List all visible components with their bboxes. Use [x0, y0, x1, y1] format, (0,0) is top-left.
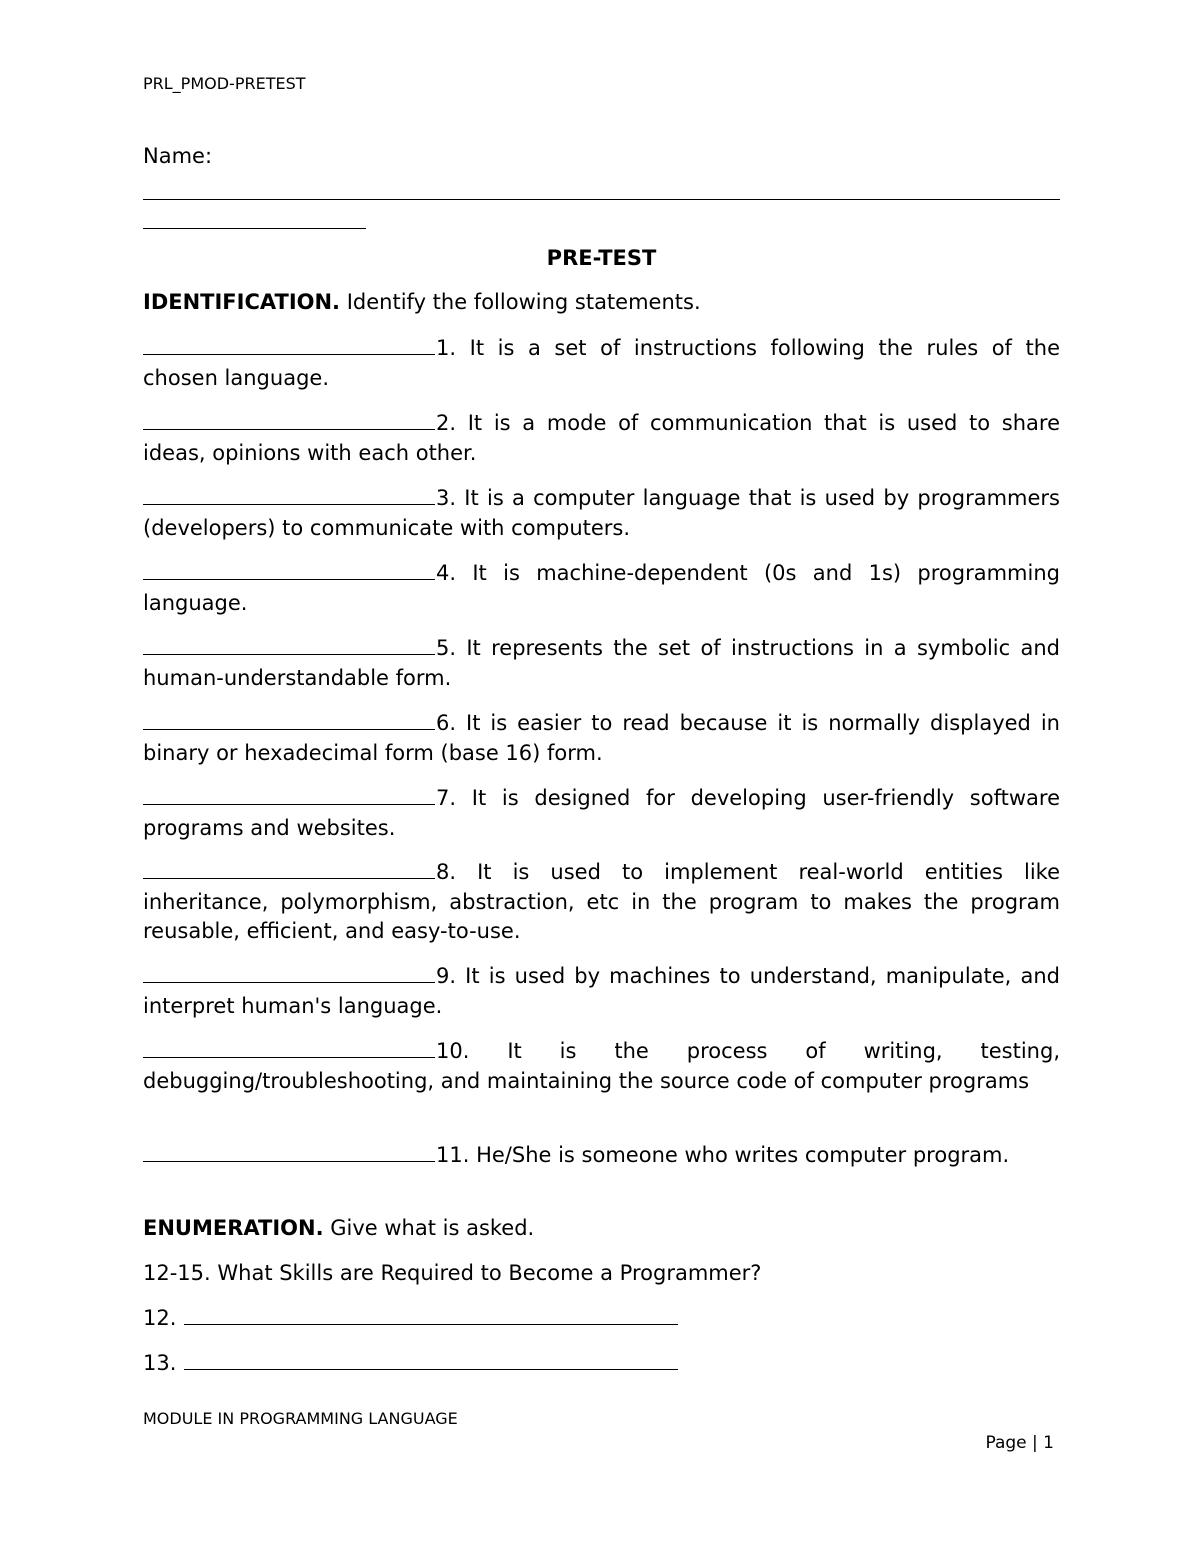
page-number: Page | 1: [985, 1433, 1054, 1453]
enumeration-answer-row: [143, 1306, 678, 1330]
document-header-code: PRL_PMOD-PRETEST: [143, 74, 306, 93]
question-item: [143, 709, 1060, 768]
enumeration-instruction: Give what is asked.: [323, 1216, 535, 1240]
identification-instruction: Identify the following statements.: [340, 290, 701, 314]
answer-blank[interactable]: [143, 486, 435, 505]
answer-blank[interactable]: [143, 411, 435, 430]
question-number: 1.: [436, 336, 457, 360]
identification-heading: [143, 290, 1060, 314]
question-number: 10.: [436, 1039, 470, 1063]
answer-number: 12.: [143, 1306, 177, 1330]
question-text: It is designed for developing user-friendly software programs and websites.: [143, 786, 1060, 840]
answer-blank[interactable]: [143, 636, 435, 655]
question-number: 2.: [436, 411, 457, 435]
question-text: It is easier to read because it is normally displayed in binary or hexadecimal form (base 16) form.: [143, 711, 1060, 765]
enumeration-answer-blank[interactable]: [184, 1306, 678, 1325]
question-number: 11.: [436, 1143, 470, 1167]
question-text: It is a computer language that is used by programmers (developers) to communicate with computers.: [143, 486, 1060, 540]
question-item: [143, 1037, 1060, 1096]
question-number: 3.: [436, 486, 457, 510]
question-text: It is used to implement real-world entities like inheritance, polymorphism, abstraction, etc in the program to makes the program reusable, efficient, and easy-to-use.: [143, 860, 1060, 943]
question-item: [143, 409, 1060, 468]
question-item: [143, 634, 1060, 693]
identification-label: IDENTIFICATION.: [143, 290, 341, 314]
question-item: [143, 962, 1060, 1021]
answer-blank[interactable]: [143, 860, 435, 879]
question-text: It is used by machines to understand, manipulate, and interpret human's language.: [143, 964, 1060, 1018]
question-number: 8.: [436, 860, 457, 884]
name-label: Name:: [143, 144, 213, 168]
question-number: 4.: [436, 561, 457, 585]
question-number: 9.: [436, 964, 457, 988]
enumeration-answer-row: [143, 1351, 678, 1375]
question-item: [143, 334, 1060, 393]
question-number: 5.: [436, 636, 457, 660]
question-number: 6.: [436, 711, 457, 735]
question-item: [143, 784, 1060, 843]
question-number: 7.: [436, 786, 457, 810]
answer-blank[interactable]: [143, 561, 435, 580]
enumeration-heading: [143, 1216, 1060, 1240]
answer-blank[interactable]: [143, 1039, 435, 1058]
page-title: PRE-TEST: [546, 246, 657, 270]
question-item: [143, 484, 1060, 543]
enumeration-answer-blank[interactable]: [184, 1351, 678, 1370]
question-item: [143, 559, 1060, 618]
answer-blank[interactable]: [143, 964, 435, 983]
question-item: [143, 858, 1060, 947]
question-item: [143, 1141, 1060, 1171]
answer-blank[interactable]: [143, 786, 435, 805]
question-text: It is a set of instructions following the rules of the chosen language.: [143, 336, 1060, 390]
name-blank-line[interactable]: [143, 199, 1060, 200]
question-text: It is machine-dependent (0s and 1s) programming language.: [143, 561, 1060, 615]
question-text: It is the process of writing, testing, debugging/troubleshooting, and maintaining the source code of computer programs: [143, 1039, 1060, 1093]
enumeration-question: 12-15. What Skills are Required to Become a Programmer?: [143, 1261, 762, 1285]
answer-blank[interactable]: [143, 1143, 435, 1162]
answer-blank[interactable]: [143, 711, 435, 730]
name-blank-line-continued[interactable]: [143, 228, 366, 229]
answer-blank[interactable]: [143, 336, 435, 355]
question-text: It represents the set of instructions in a symbolic and human-understandable form.: [143, 636, 1060, 690]
enumeration-label: ENUMERATION.: [143, 1216, 324, 1240]
document-footer-module: MODULE IN PROGRAMMING LANGUAGE: [143, 1409, 458, 1428]
question-text: It is a mode of communication that is used to share ideas, opinions with each other.: [143, 411, 1060, 465]
question-text: He/She is someone who writes computer program.: [469, 1143, 1010, 1167]
answer-number: 13.: [143, 1351, 177, 1375]
